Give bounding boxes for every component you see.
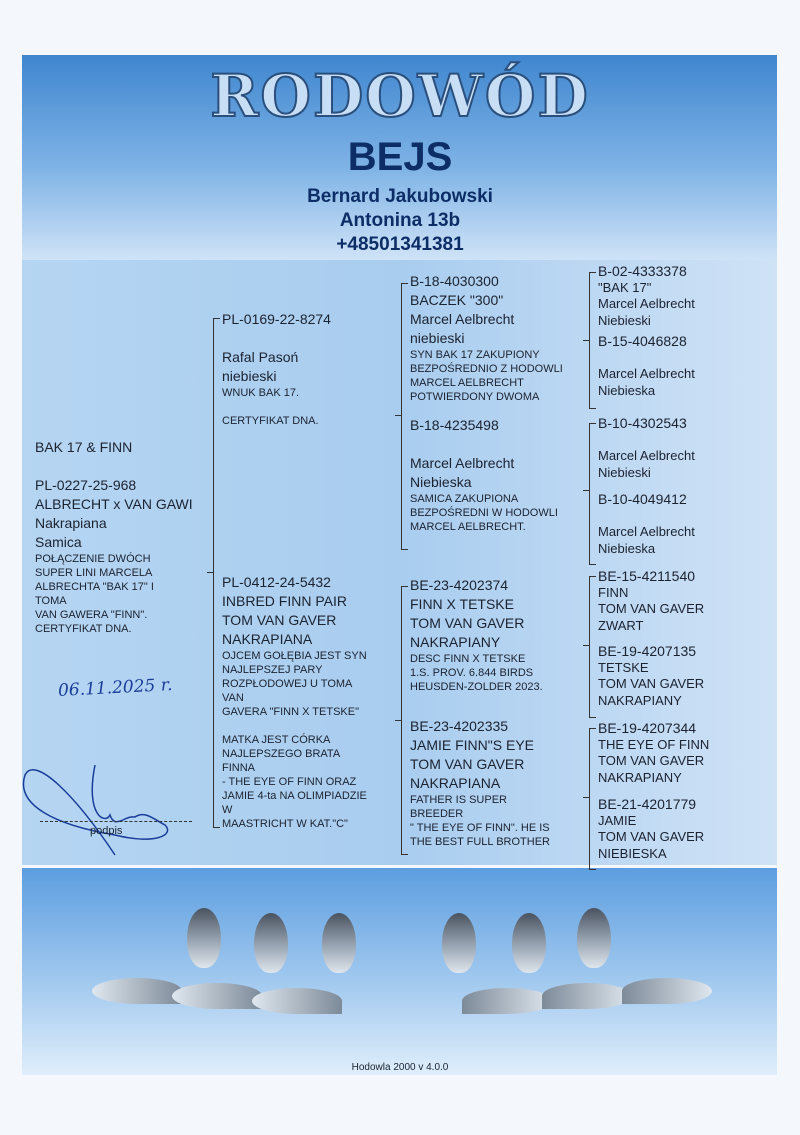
great-grandparent-entry [598,415,695,481]
signature-label: podpis [90,825,123,837]
signature [15,755,195,865]
father-entry [222,310,331,428]
great-grandparent-entry [598,491,695,557]
owner-phone: +48501341381 [336,234,464,255]
pigeon-image [254,913,288,973]
grandparent-notes: SAMICA ZAKUPIONA BEZPOŚREDNI W HODOWLI MARCEL AELBRECHT. [410,493,558,533]
great-grandparent-ring: BE-19-4207135 [598,643,697,659]
document-title: RODOWÓD [210,62,590,130]
bird-ring: PL-0227-25-968 [35,477,137,493]
bracket-line [589,272,596,409]
great-grandparent-entry [598,796,704,862]
owner-address: Antonina 13b [339,210,461,231]
footer-banner [22,868,777,1075]
pigeon-image [442,913,476,973]
mother-ring: PL-0412-24-5432 [222,574,331,590]
father-details: Rafal Pasoń niebieski [222,349,299,384]
grandparent-ring: BE-23-4202335 [410,718,509,734]
pigeon-image [462,988,552,1014]
great-grandparent-entry [598,643,704,709]
bracket-line [213,318,220,828]
mother-details: INBRED FINN PAIR TOM VAN GAVER NAKRAPIANA [222,593,347,647]
pigeon-image [252,988,342,1014]
bird-name: BAK 17 & FINN [35,439,133,455]
bracket-line [207,572,213,573]
mother-notes: OJCEM GOŁĘBIA JEST SYN NAJLEPSZEJ PARY ROZPŁODOWEJ U TOMA VAN GAVERA "FINN X TETSKE" MATKA JEST CÓRKA NAJLEPSZEGO BRATA FINNA - THE EYE OF FINN ORAZ JAMIE 4-ta NA OLIMPIADZIE W MAASTRICHT W KAT."C" [222,650,367,830]
great-grandparent-details: Marcel Aelbrecht Niebieska [598,366,695,398]
bracket-line [589,423,596,565]
bracket-line [589,728,596,870]
mother-entry [222,573,402,831]
great-grandparent-ring: BE-21-4201779 [598,796,697,812]
father-notes: WNUK BAK 17. CERTYFIKAT DNA. [222,387,319,427]
grandparent-entry [410,576,590,694]
pigeon-image [512,913,546,973]
pigeon-image [92,978,182,1004]
bracket-line [589,576,596,718]
grandparent-entry [410,717,590,849]
software-footer: Hodowla 2000 v 4.0.0 [351,1062,449,1073]
grandparent-entry [410,416,590,534]
great-grandparent-entry [598,263,695,329]
great-grandparent-ring: B-02-4333378 [598,263,687,279]
bird-color: Nakrapiana [35,515,107,531]
handwritten-date: 06.11.2025 r. [57,675,173,701]
pigeon-image [577,908,611,968]
great-grandparent-entry [598,333,695,399]
great-grandparent-ring: B-10-4302543 [598,415,687,431]
grandparent-details: Marcel Aelbrecht Niebieska [410,455,515,490]
bracket-line [395,415,401,416]
signature-line [40,821,192,822]
great-grandparent-ring: BE-19-4207344 [598,720,697,736]
bird-notes: POŁĄCZENIE DWÓCH SUPER LINI MARCELA ALBRECHTA "BAK 17" I TOMA VAN GAWERA "FINN". CERTYFIKAT DNA. [35,553,154,635]
grandparent-details: FINN X TETSKE TOM VAN GAVER NAKRAPIANY [410,596,525,650]
grandparent-entry [410,272,590,404]
grandparent-ring: B-18-4030300 [410,273,499,289]
great-grandparent-entry [598,568,704,634]
grandparent-ring: BE-23-4202374 [410,577,509,593]
great-grandparent-details: "BAK 17" Marcel Aelbrecht Niebieski [598,279,695,328]
great-grandparent-details: Marcel Aelbrecht Niebieska [598,524,695,556]
bracket-line [401,586,408,855]
great-grandparent-ring: BE-15-4211540 [598,568,696,584]
bracket-line [401,283,408,550]
pigeon-image [172,983,262,1009]
owner-name: Bernard Jakubowski [307,186,493,207]
bird-sex: Samica [35,534,82,550]
grandparent-details: JAMIE FINN"S EYE TOM VAN GAVER NAKRAPIANA [410,737,534,791]
father-ring: PL-0169-22-8274 [222,311,331,327]
great-grandparent-details: JAMIE TOM VAN GAVER NIEBIESKA [598,812,705,861]
pigeon-image [622,978,712,1004]
grandparent-details: BACZEK "300" Marcel Aelbrecht niebieski [410,292,515,346]
grandparent-notes: FATHER IS SUPER BREEDER " THE EYE OF FINN". HE IS THE BEST FULL BROTHER [410,794,550,848]
grandparent-ring: B-18-4235498 [410,417,499,433]
great-grandparent-ring: B-15-4046828 [598,333,687,349]
pigeon-image [322,913,356,973]
grandparent-notes: SYN BAK 17 ZAKUPIONY BEZPOŚREDNIO Z HODOWLI MARCEL AELBRECHT POTWIERDONY DWOMA [410,349,563,403]
great-grandparent-details: FINN TOM VAN GAVER ZWART [598,584,705,633]
bird-line: ALBRECHT x VAN GAWI [35,496,193,512]
great-grandparent-ring: B-10-4049412 [598,491,687,507]
grandparent-notes: DESC FINN X TETSKE 1.S. PROV. 6.844 BIRDS HEUSDEN-ZOLDER 2023. [410,653,543,693]
great-grandparent-details: THE EYE OF FINN TOM VAN GAVER NAKRAPIANY [598,736,710,785]
pigeon-image [542,983,632,1009]
bird-info [35,438,193,636]
loft-name: BEJS [347,135,453,179]
great-grandparent-entry [598,720,709,786]
great-grandparent-details: TETSKE TOM VAN GAVER NAKRAPIANY [598,659,705,708]
pigeon-image [187,908,221,968]
great-grandparent-details: Marcel Aelbrecht Niebieski [598,448,695,480]
